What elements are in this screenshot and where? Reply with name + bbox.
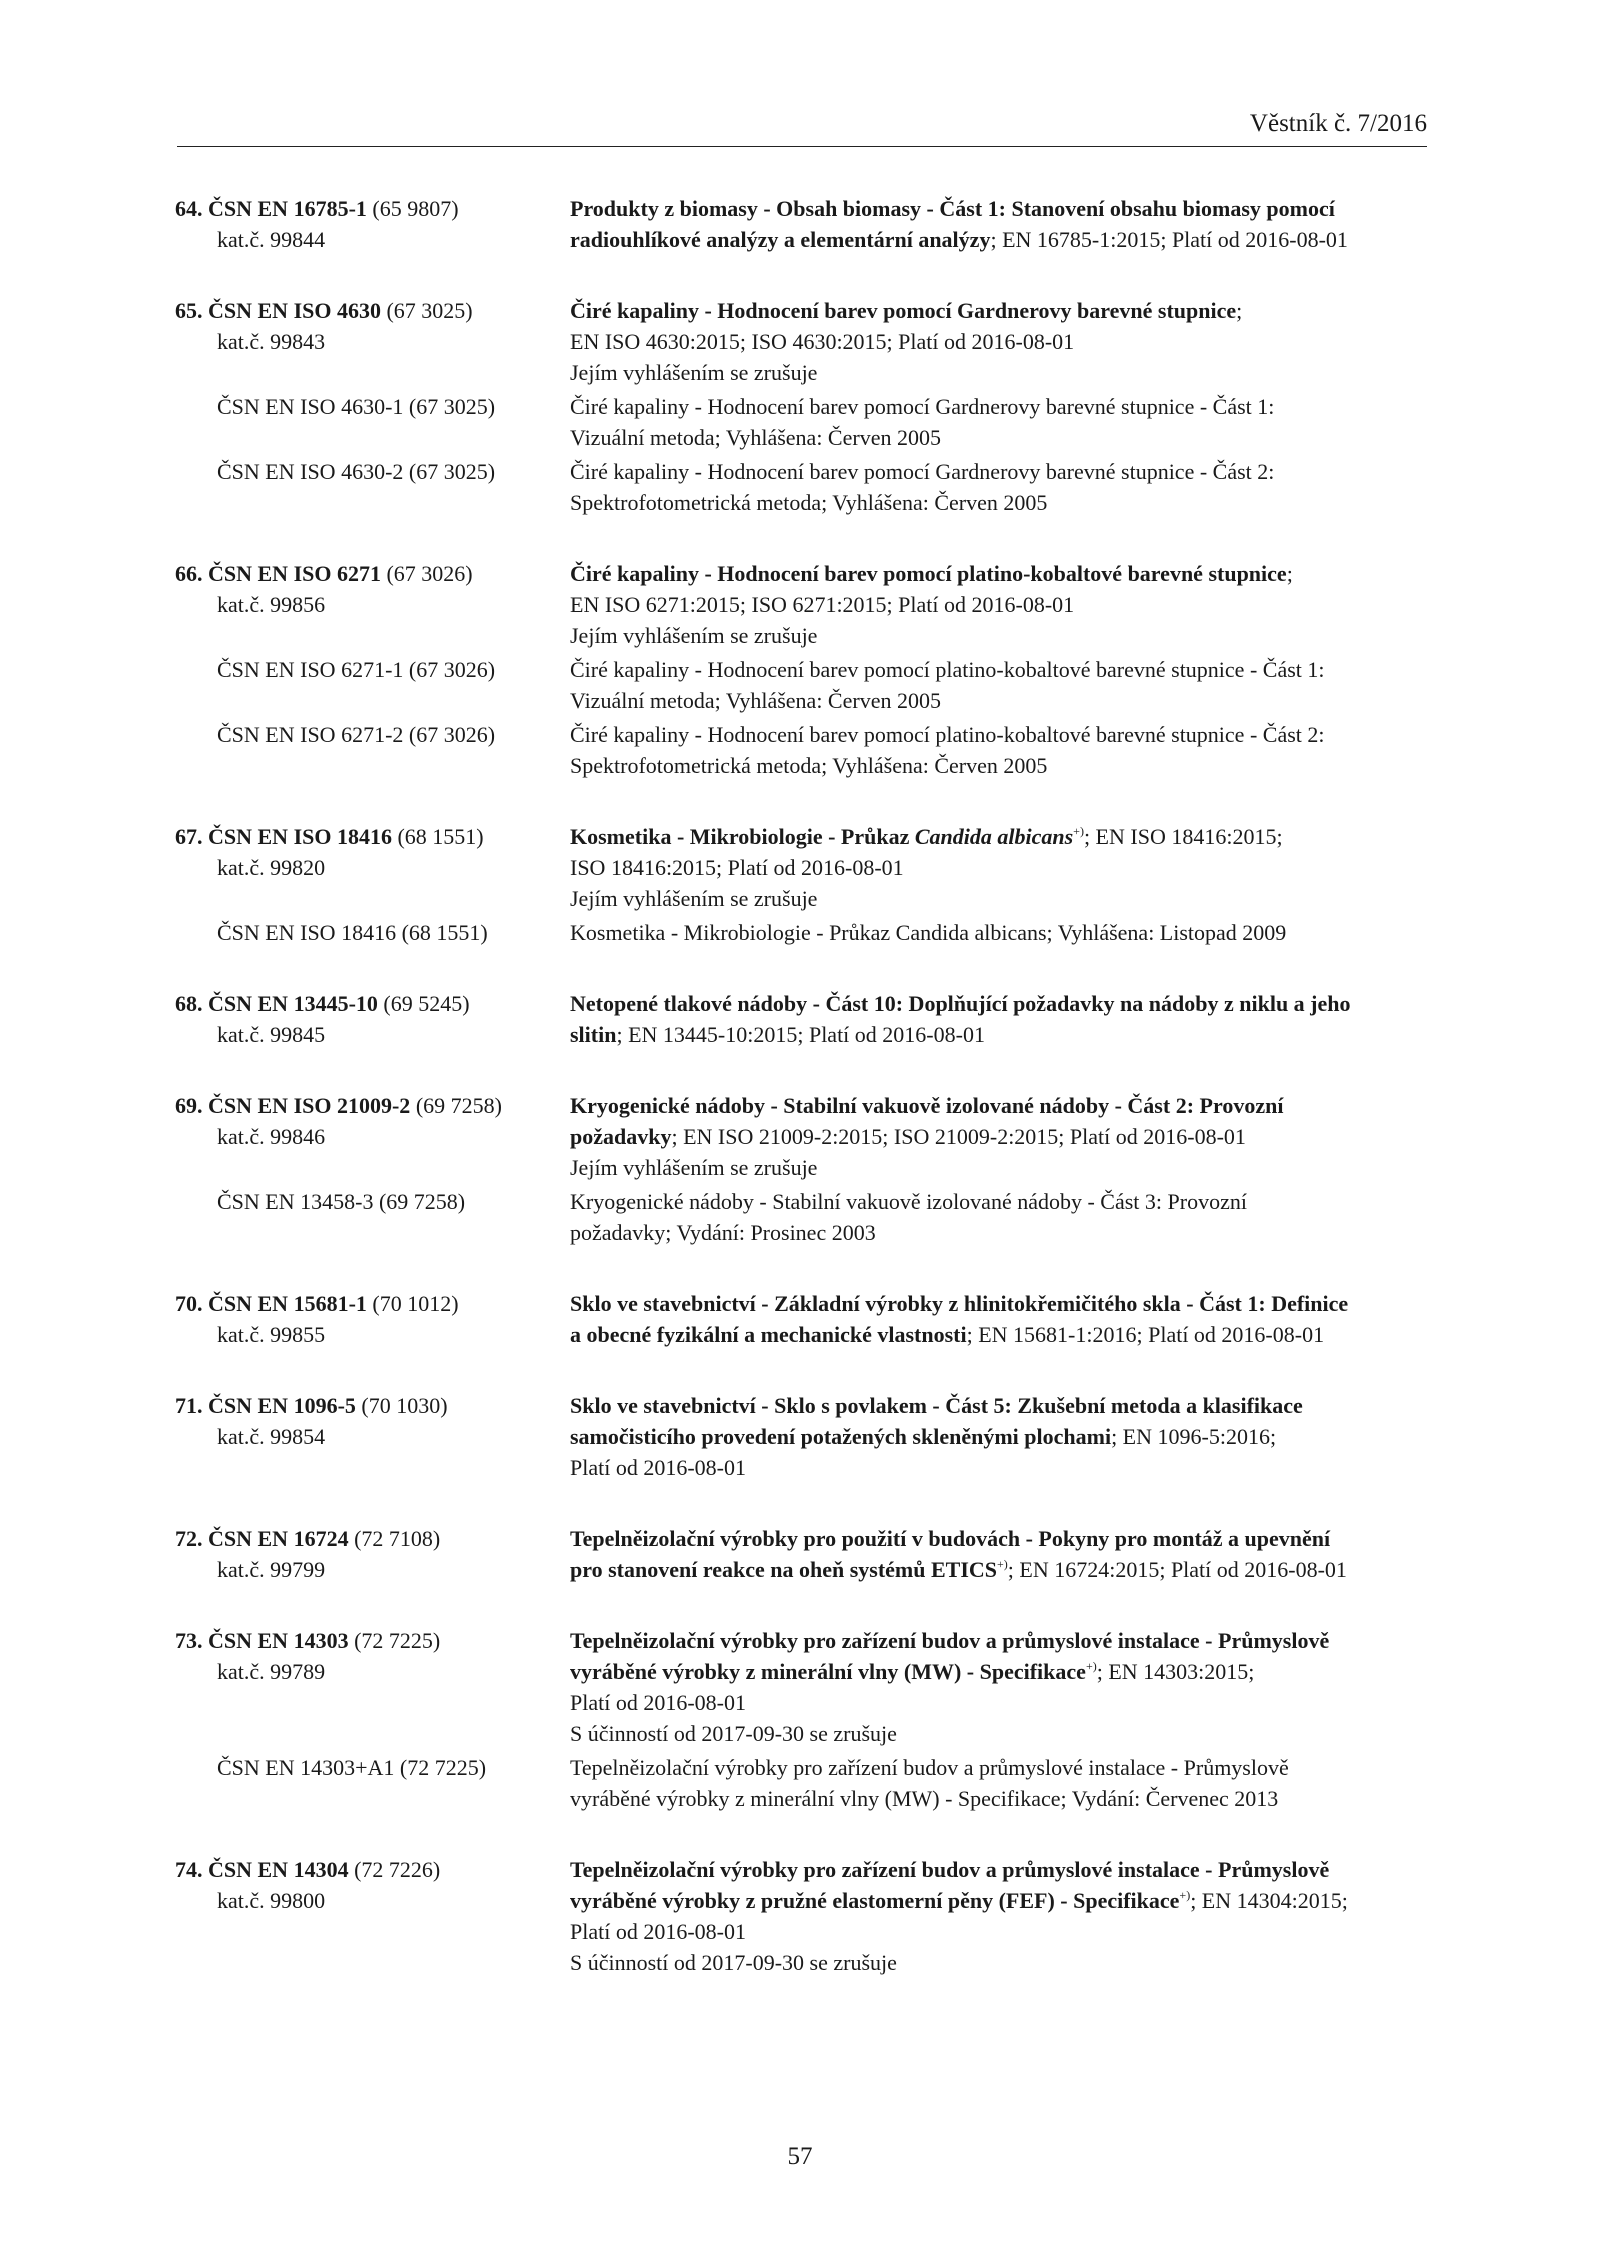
title-line [570, 558, 1425, 589]
standard-designation [175, 1523, 570, 1554]
catalog-number: kat.č. 99854 [217, 1424, 326, 1449]
description-line: Vizuální metoda; Vyhlášena: Červen 2005 [570, 425, 941, 450]
entry-number: 68. [175, 991, 203, 1016]
replaced-standard-row [0, 719, 1600, 781]
catalog-number: kat.č. 99856 [217, 592, 326, 617]
standard-title: Kryogenické nádoby - Stabilní vakuově izolované nádoby - Část 2: Provozní [570, 1093, 1284, 1118]
entry-identifier [0, 295, 570, 388]
entry-main-row [0, 1090, 1600, 1183]
replaced-standard-row [0, 456, 1600, 518]
entry-description [570, 1090, 1425, 1183]
entry-main-row [0, 821, 1600, 914]
entry-main-row [0, 1523, 1600, 1585]
detail-line: EN ISO 6271:2015; ISO 6271:2015; Platí od 2016-08-01 [570, 592, 1075, 617]
replaced-standard-description [570, 917, 1425, 948]
classification-code: (67 3025) [386, 298, 473, 323]
title-line [570, 1523, 1425, 1554]
detail-line: Jejím vyhlášením se zrušuje [570, 360, 818, 385]
title-line [570, 224, 1425, 255]
replaced-standard-row [0, 917, 1600, 948]
detail-line: Jejím vyhlášením se zrušuje [570, 623, 818, 648]
standard-code: ČSN EN ISO 18416 [208, 824, 392, 849]
description-line: Kosmetika - Mikrobiologie - Průkaz Candida albicans; Vyhlášena: Listopad 2009 [570, 920, 1287, 945]
detail-line: Jejím vyhlášením se zrušuje [570, 1155, 818, 1180]
standard-code: ČSN EN 16724 [208, 1526, 349, 1551]
entry-main-row [0, 1288, 1600, 1350]
replaced-standard-row [0, 1186, 1600, 1248]
standard-designation [175, 1854, 570, 1885]
standards-list [0, 193, 1600, 2018]
catalog-number: kat.č. 99799 [217, 1557, 326, 1582]
description-line: Kryogenické nádoby - Stabilní vakuově izolované nádoby - Část 3: Provozní [570, 1189, 1247, 1214]
title-line [570, 1121, 1425, 1152]
title-line [570, 1288, 1425, 1319]
standard-title: radiouhlíkové analýzy a elementární analýzy [570, 227, 991, 252]
standard-entry [0, 1854, 1600, 1978]
title-line [570, 295, 1425, 326]
description-line: Spektrofotometrická metoda; Vyhlášena: Červen 2005 [570, 753, 1048, 778]
header-rule [177, 146, 1427, 147]
standard-code: ČSN EN ISO 6271 [208, 561, 381, 586]
standard-title: Čiré kapaliny - Hodnocení barev pomocí Gardnerovy barevné stupnice [570, 298, 1237, 323]
standard-designation [175, 988, 570, 1019]
standard-designation [175, 1625, 570, 1656]
catalog-number: kat.č. 99843 [217, 329, 326, 354]
standard-title: slitin [570, 1022, 617, 1047]
standard-code: ČSN EN 1096-5 [208, 1393, 356, 1418]
title-line [570, 193, 1425, 224]
replaced-standard-code: ČSN EN ISO 4630-2 (67 3025) [217, 459, 496, 484]
footnote-mark: +) [1179, 1888, 1191, 1902]
replaced-standard-code: ČSN EN ISO 6271-1 (67 3026) [217, 657, 496, 682]
entry-main-row [0, 558, 1600, 651]
catalog-number: kat.č. 99789 [217, 1659, 326, 1684]
title-tail: ; EN ISO 18416:2015; [1083, 824, 1283, 849]
description-line: Čiré kapaliny - Hodnocení barev pomocí Gardnerovy barevné stupnice - Část 2: [570, 459, 1275, 484]
standard-code: ČSN EN 14303 [208, 1628, 349, 1653]
entry-main-row [0, 1854, 1600, 1978]
page-number: 57 [787, 2143, 813, 2170]
detail-line: Platí od 2016-08-01 [570, 1690, 746, 1715]
entry-identifier [0, 1090, 570, 1183]
entry-identifier [0, 821, 570, 914]
title-line [570, 1421, 1425, 1452]
entry-description [570, 1390, 1425, 1483]
entry-identifier [0, 1390, 570, 1483]
classification-code: (70 1030) [361, 1393, 448, 1418]
standard-entry [0, 1625, 1600, 1814]
standard-title: Sklo ve stavebnictví - Sklo s povlakem - Část 5: Zkušební metoda a klasifikace [570, 1393, 1303, 1418]
replaced-standard-row [0, 654, 1600, 716]
entry-description [570, 295, 1425, 388]
replaced-standard-description [570, 456, 1425, 518]
title-tail: ; EN 15681-1:2016; Platí od 2016-08-01 [966, 1322, 1325, 1347]
title-tail: ; EN 14303:2015; [1096, 1659, 1255, 1684]
standard-entry [0, 295, 1600, 518]
standard-entry [0, 558, 1600, 781]
catalog-number: kat.č. 99844 [217, 227, 326, 252]
description-line: Vizuální metoda; Vyhlášena: Červen 2005 [570, 688, 941, 713]
classification-code: (65 9807) [372, 196, 459, 221]
entry-number: 70. [175, 1291, 203, 1316]
detail-line: S účinností od 2017-09-30 se zrušuje [570, 1721, 897, 1746]
description-line: Čiré kapaliny - Hodnocení barev pomocí platino-kobaltové barevné stupnice - Část 1: [570, 657, 1325, 682]
title-line [570, 1625, 1425, 1656]
replaced-standard-description [570, 1752, 1425, 1814]
entry-description [570, 558, 1425, 651]
replaced-standard-code: ČSN EN ISO 18416 (68 1551) [217, 920, 488, 945]
entry-number: 69. [175, 1093, 203, 1118]
entry-number: 66. [175, 561, 203, 586]
standard-code: ČSN EN ISO 4630 [208, 298, 381, 323]
title-line [570, 1390, 1425, 1421]
standard-title: Tepelněizolační výrobky pro použití v budovách - Pokyny pro montáž a upevnění [570, 1526, 1331, 1551]
replaced-standard-description [570, 391, 1425, 453]
classification-code: (69 7258) [415, 1093, 502, 1118]
entry-main-row [0, 295, 1600, 388]
entry-main-row [0, 1390, 1600, 1483]
replaced-standard-description [570, 719, 1425, 781]
entry-description [570, 1523, 1425, 1585]
classification-code: (72 7225) [354, 1628, 441, 1653]
standard-title: Tepelněizolační výrobky pro zařízení budov a průmyslové instalace - Průmyslově [570, 1628, 1330, 1653]
title-line [570, 1656, 1425, 1687]
standard-designation [175, 295, 570, 326]
entry-description [570, 1288, 1425, 1350]
catalog-number: kat.č. 99820 [217, 855, 326, 880]
detail-line: Platí od 2016-08-01 [570, 1455, 746, 1480]
standard-entry [0, 821, 1600, 948]
standard-entry [0, 1390, 1600, 1483]
catalog-number: kat.č. 99845 [217, 1022, 326, 1047]
standard-designation [175, 193, 570, 224]
title-tail: ; [1286, 561, 1293, 586]
footnote-mark: +) [1085, 1659, 1097, 1673]
replaced-standard-code: ČSN EN 14303+A1 (72 7225) [217, 1755, 487, 1780]
standard-title: a obecné fyzikální a mechanické vlastnosti [570, 1322, 967, 1347]
description-line: požadavky; Vydání: Prosinec 2003 [570, 1220, 876, 1245]
title-tail: ; [1236, 298, 1243, 323]
title-line [570, 1554, 1425, 1585]
title-tail: ; EN 16785-1:2015; Platí od 2016-08-01 [990, 227, 1348, 252]
standard-title: pro stanovení reakce na oheň systémů ETICS [570, 1557, 998, 1582]
detail-line: EN ISO 4630:2015; ISO 4630:2015; Platí od 2016-08-01 [570, 329, 1075, 354]
entry-description [570, 193, 1425, 255]
title-line [570, 1019, 1425, 1050]
replaced-standard-row [0, 391, 1600, 453]
catalog-number: kat.č. 99855 [217, 1322, 326, 1347]
entry-description [570, 821, 1425, 914]
entry-number: 65. [175, 298, 203, 323]
footnote-mark: +) [1073, 824, 1084, 838]
title-line [570, 1090, 1425, 1121]
entry-number: 67. [175, 824, 203, 849]
title-tail: ; EN ISO 21009-2:2015; ISO 21009-2:2015; Platí od 2016-08-01 [671, 1124, 1246, 1149]
standard-entry [0, 193, 1600, 255]
replaced-standard-code: ČSN EN 13458-3 (69 7258) [217, 1189, 466, 1214]
title-line [570, 1885, 1425, 1916]
replaced-standard-description [570, 654, 1425, 716]
title-tail: ; EN 16724:2015; Platí od 2016-08-01 [1007, 1557, 1347, 1582]
description-line: vyráběné výrobky z minerální vlny (MW) - Specifikace; Vydání: Červenec 2013 [570, 1786, 1279, 1811]
classification-code: (72 7108) [354, 1526, 441, 1551]
standard-code: ČSN EN 13445-10 [208, 991, 378, 1016]
standard-entry [0, 1288, 1600, 1350]
entry-main-row [0, 193, 1600, 255]
entry-number: 73. [175, 1628, 203, 1653]
replaced-standard-row [0, 1752, 1600, 1814]
detail-line: Jejím vyhlášením se zrušuje [570, 886, 818, 911]
standard-title: vyráběné výrobky z pružné elastomerní pěny (FEF) - Specifikace [570, 1888, 1180, 1913]
entry-number: 74. [175, 1857, 203, 1882]
entry-identifier [0, 558, 570, 651]
standard-title: samočisticího provedení potažených skleněnými plochami [570, 1424, 1112, 1449]
standard-entry [0, 1090, 1600, 1248]
entry-number: 71. [175, 1393, 203, 1418]
description-line: Čiré kapaliny - Hodnocení barev pomocí Gardnerovy barevné stupnice - Část 1: [570, 394, 1275, 419]
standard-title: vyráběné výrobky z minerální vlny (MW) - Specifikace [570, 1659, 1086, 1684]
standard-designation [175, 558, 570, 589]
entry-main-row [0, 1625, 1600, 1749]
title-line [570, 1854, 1425, 1885]
entry-identifier [0, 193, 570, 255]
standard-title: Kosmetika - Mikrobiologie - Průkaz [570, 824, 915, 849]
description-line: Čiré kapaliny - Hodnocení barev pomocí platino-kobaltové barevné stupnice - Část 2: [570, 722, 1325, 747]
replaced-standard-code: ČSN EN ISO 6271-2 (67 3026) [217, 722, 496, 747]
entry-description [570, 988, 1425, 1050]
standard-entry [0, 988, 1600, 1050]
standard-title: Čiré kapaliny - Hodnocení barev pomocí platino-kobaltové barevné stupnice [570, 561, 1287, 586]
replaced-standard-description [570, 1186, 1425, 1248]
standard-title: Tepelněizolační výrobky pro zařízení budov a průmyslové instalace - Průmyslově [570, 1857, 1330, 1882]
footnote-mark: +) [997, 1557, 1008, 1571]
catalog-number: kat.č. 99846 [217, 1124, 326, 1149]
detail-line: Platí od 2016-08-01 [570, 1919, 746, 1944]
classification-code: (69 5245) [383, 991, 470, 1016]
entry-main-row [0, 988, 1600, 1050]
standard-code: ČSN EN 14304 [208, 1857, 349, 1882]
title-line [570, 821, 1425, 852]
standard-title: Produkty z biomasy - Obsah biomasy - Část 1: Stanovení obsahu biomasy pomocí [570, 196, 1335, 221]
detail-line: ISO 18416:2015; Platí od 2016-08-01 [570, 855, 904, 880]
standard-designation [175, 1288, 570, 1319]
title-tail: ; EN 1096-5:2016; [1111, 1424, 1277, 1449]
standard-designation [175, 1090, 570, 1121]
title-tail: ; EN 13445-10:2015; Platí od 2016-08-01 [616, 1022, 985, 1047]
entry-identifier [0, 1288, 570, 1350]
title-tail: ; EN 14304:2015; [1190, 1888, 1348, 1913]
detail-line: S účinností od 2017-09-30 se zrušuje [570, 1950, 897, 1975]
catalog-number: kat.č. 99800 [217, 1888, 326, 1913]
entry-identifier [0, 1625, 570, 1749]
standard-code: ČSN EN ISO 21009-2 [208, 1093, 411, 1118]
title-line [570, 1319, 1425, 1350]
entry-identifier [0, 988, 570, 1050]
title-line [570, 988, 1425, 1019]
description-line: Tepelněizolační výrobky pro zařízení budov a průmyslové instalace - Průmyslově [570, 1755, 1289, 1780]
entry-description [570, 1625, 1425, 1749]
standard-designation [175, 1390, 570, 1421]
entry-identifier [0, 1854, 570, 1978]
replaced-standard-code: ČSN EN ISO 4630-1 (67 3025) [217, 394, 496, 419]
entry-identifier [0, 1523, 570, 1585]
classification-code: (68 1551) [397, 824, 484, 849]
description-line: Spektrofotometrická metoda; Vyhlášena: Červen 2005 [570, 490, 1048, 515]
standard-designation [175, 821, 570, 852]
standard-title: Sklo ve stavebnictví - Základní výrobky z hlinitokřemičitého skla - Část 1: Definice [570, 1291, 1349, 1316]
standard-entry [0, 1523, 1600, 1585]
entry-description [570, 1854, 1425, 1978]
standard-title: Netopené tlakové nádoby - Část 10: Doplňující požadavky na nádoby z niklu a jeho [570, 991, 1351, 1016]
entry-number: 64. [175, 196, 203, 221]
entry-number: 72. [175, 1526, 203, 1551]
title-italic: Candida albicans [914, 824, 1074, 849]
standard-code: ČSN EN 16785-1 [208, 196, 367, 221]
standard-code: ČSN EN 15681-1 [208, 1291, 367, 1316]
classification-code: (70 1012) [372, 1291, 459, 1316]
standard-title: požadavky [570, 1124, 672, 1149]
classification-code: (67 3026) [386, 561, 473, 586]
classification-code: (72 7226) [354, 1857, 441, 1882]
bulletin-header: Věstník č. 7/2016 [1249, 110, 1427, 137]
